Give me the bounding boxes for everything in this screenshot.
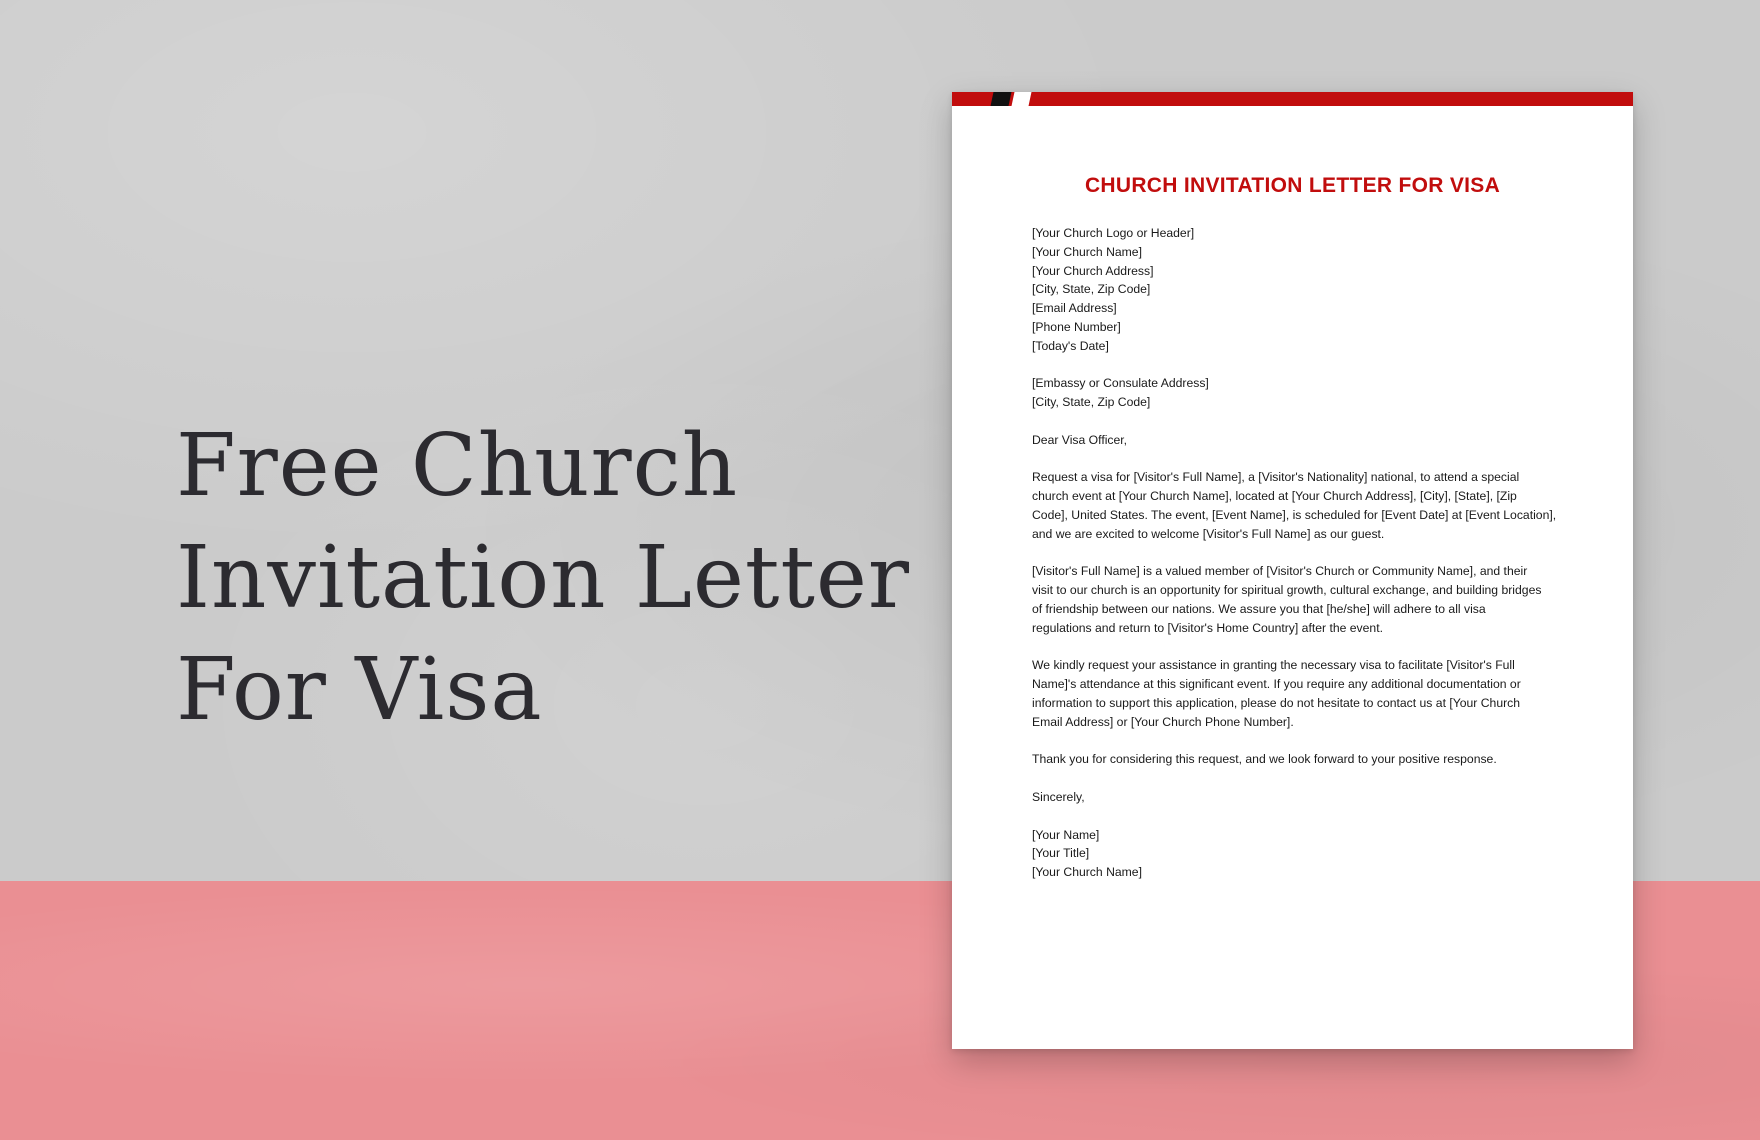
paragraph-line: Code], United States. The event, [Event Name], is scheduled for [Event Date] at [Event Location], (1032, 507, 1557, 522)
hero-title-line: Free Church (176, 416, 739, 516)
sender-line: [City, State, Zip Code] (1032, 282, 1151, 297)
hero-title-line: Invitation Letter (176, 528, 910, 628)
paragraph-line: [Visitor's Full Name] is a valued member of [Visitor's Church or Community Name], and their (1032, 564, 1528, 579)
body-paragraph (1032, 656, 1562, 731)
salutation-text: Dear Visa Officer, (1032, 432, 1128, 447)
sender-line: [Your Church Name] (1032, 244, 1142, 259)
paragraph-line: of friendship between our nations. We assure you that [he/she] will adhere to all visa (1032, 601, 1486, 616)
recipient-line: [City, State, Zip Code] (1032, 395, 1151, 410)
letter-title: CHURCH INVITATION LETTER FOR VISA (1084, 174, 1501, 197)
sender-line: [Today's Date] (1032, 338, 1109, 353)
paragraph-line: Request a visa for [Visitor's Full Name], a [Visitor's Nationality] national, to attend a special (1032, 470, 1520, 485)
hero-title (176, 410, 910, 746)
signature-line: [Your Name] (1032, 827, 1100, 842)
body-paragraph (1032, 750, 1562, 769)
paragraph-line: Email Address] or [Your Church Phone Number]. (1032, 714, 1294, 729)
recipient-block (1032, 374, 1562, 412)
paragraph-line: Name]'s attendance at this significant event. If you require any additional documentation or (1032, 677, 1521, 692)
paragraph-line: regulations and return to [Visitor's Home Country] after the event. (1032, 620, 1383, 635)
letter-body (1032, 224, 1562, 882)
signature-line: [Your Title] (1032, 846, 1090, 861)
body-paragraph (1032, 468, 1562, 543)
body-paragraph (1032, 562, 1562, 637)
recipient-line: [Embassy or Consulate Address] (1032, 376, 1209, 391)
sender-line: [Email Address] (1032, 301, 1117, 316)
hero-title-line: For Visa (176, 640, 543, 740)
closing-text: Sincerely, (1032, 789, 1085, 804)
letter-header-bar (952, 92, 1633, 106)
header-bar-white-stripe (1012, 92, 1032, 106)
letter-document (952, 92, 1633, 1049)
signature-line: [Your Church Name] (1032, 865, 1142, 880)
salutation (1032, 431, 1562, 450)
sender-line: [Phone Number] (1032, 319, 1121, 334)
closing (1032, 788, 1562, 807)
sender-block (1032, 224, 1562, 356)
header-bar-black-stripe (991, 92, 1012, 106)
paragraph-line: church event at [Your Church Name], located at [Your Church Address], [City], [State], [Zip (1032, 489, 1517, 504)
sender-line: [Your Church Logo or Header] (1032, 226, 1195, 240)
paragraph-line: information to support this application, please do not hesitate to contact us at [Your Church (1032, 695, 1521, 710)
paragraph-line: We kindly request your assistance in granting the necessary visa to facilitate [Visitor's Full (1032, 658, 1515, 673)
paragraph-line: Thank you for considering this request, and we look forward to your positive response. (1032, 752, 1497, 767)
paragraph-line: visit to our church is an opportunity for spiritual growth, cultural exchange, and building bridges (1032, 583, 1542, 598)
paragraph-line: and we are excited to welcome [Visitor's Full Name] as our guest. (1032, 526, 1385, 541)
sender-line: [Your Church Address] (1032, 263, 1154, 278)
signature-block (1032, 826, 1562, 882)
